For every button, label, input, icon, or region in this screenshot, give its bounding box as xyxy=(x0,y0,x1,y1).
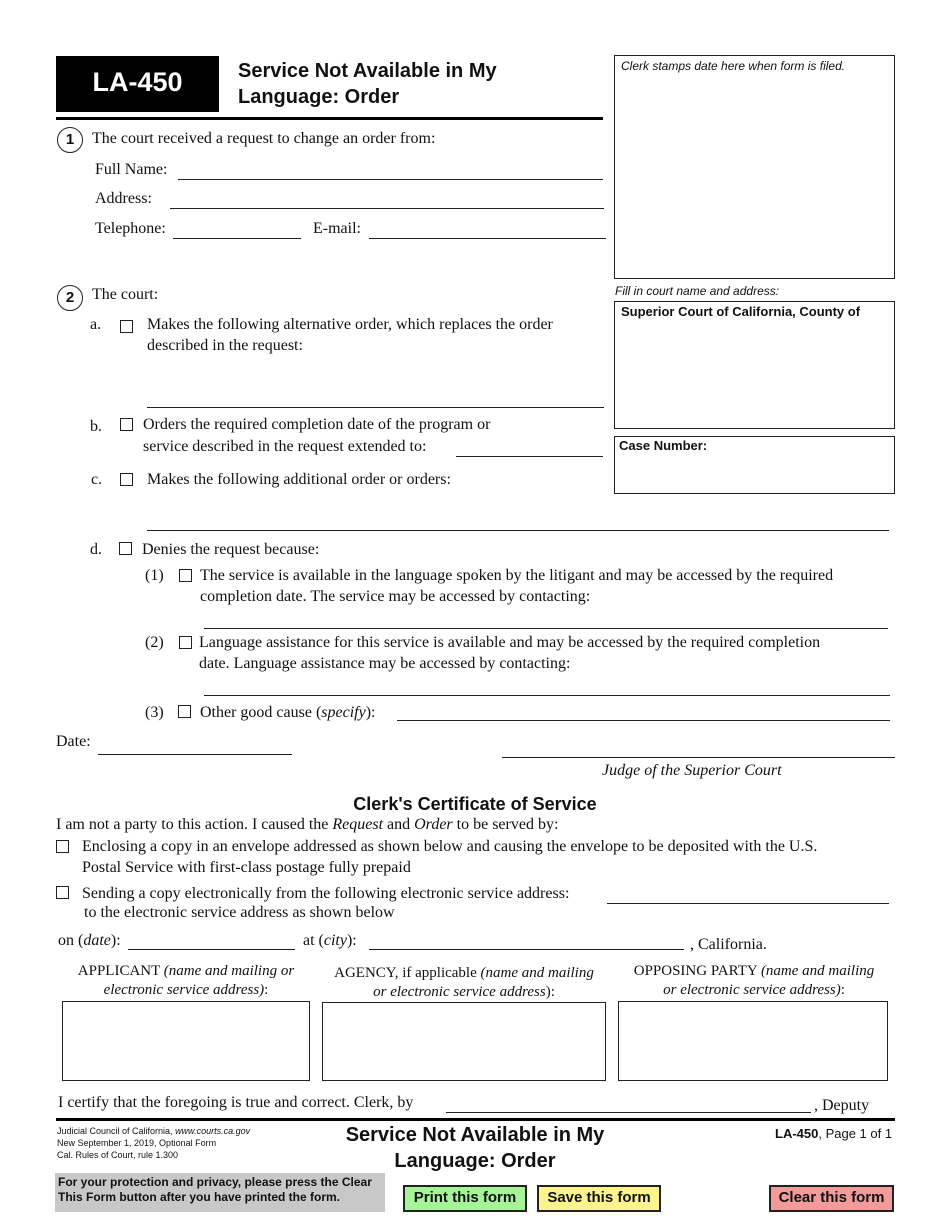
item-a-order-field[interactable] xyxy=(147,407,604,408)
clerk-signature-field[interactable] xyxy=(446,1112,811,1113)
service-date-pre: on ( xyxy=(58,932,84,949)
header-rule xyxy=(56,117,603,120)
date-label: Date: xyxy=(56,733,91,750)
judge-label-text: Judge of the Superior Court xyxy=(602,762,782,779)
footer-rule xyxy=(56,1118,895,1121)
email-field[interactable] xyxy=(369,238,606,239)
footer-title-line1: Service Not Available in My xyxy=(345,1124,605,1146)
item-d3-text-end: ): xyxy=(365,704,376,721)
opposing-address-box[interactable] xyxy=(618,1001,888,1081)
applicant-heading-text: APPLICANT xyxy=(77,963,164,979)
email-label: E-mail: xyxy=(313,220,361,237)
judge-label xyxy=(602,761,782,781)
footer-rule-citation: Cal. Rules of Court, rule 1.300 xyxy=(57,1150,179,1160)
applicant-address-box[interactable] xyxy=(62,1001,310,1081)
agency-address-box[interactable] xyxy=(322,1002,606,1081)
item-b-checkbox[interactable] xyxy=(120,418,133,431)
service-city-field[interactable] xyxy=(369,949,684,950)
service-date-italic: date xyxy=(83,932,111,949)
item-d3-text-italic: specify xyxy=(321,704,366,721)
agency-heading-italic1: (name and mailing xyxy=(480,965,594,981)
electronic-service-line2: to the electronic service address as shown below xyxy=(84,904,395,921)
agency-heading-end: ): xyxy=(545,984,555,1000)
service-city-post: ): xyxy=(346,932,357,949)
form-title-line2: Language: Order xyxy=(238,86,400,108)
service-date-label xyxy=(58,931,121,951)
address-field[interactable] xyxy=(170,208,604,209)
mail-service-checkbox[interactable] xyxy=(56,840,69,853)
item-d3-number: (3) xyxy=(145,704,164,721)
mail-service-line1: Enclosing a copy in an envelope addressed as shown below and causing the envelope to be deposited with the U.S. xyxy=(82,838,818,855)
form-number: LA-450 xyxy=(92,67,183,97)
item-d-text: Denies the request because: xyxy=(142,541,320,558)
date-field[interactable] xyxy=(98,754,292,755)
telephone-label: Telephone: xyxy=(95,220,166,237)
item-d-checkbox[interactable] xyxy=(119,542,132,555)
print-button[interactable]: Print this form xyxy=(403,1185,527,1212)
opposing-heading-text: OPPOSING PARTY xyxy=(633,963,761,979)
applicant-heading-italic1: (name and mailing or xyxy=(163,963,295,979)
footer-new-date: New September 1, 2019, Optional Form xyxy=(57,1138,217,1148)
item-d3-checkbox[interactable] xyxy=(178,705,191,718)
item-b-letter: b. xyxy=(90,418,102,435)
footer-website[interactable]: www.courts.ca.gov xyxy=(175,1126,251,1136)
agency-heading-text: AGENCY, if applicable xyxy=(334,965,481,981)
footer-council-line xyxy=(57,1125,250,1137)
opposing-heading-end: : xyxy=(840,982,845,998)
service-california: , California. xyxy=(690,936,767,953)
form-title xyxy=(238,58,497,110)
telephone-field[interactable] xyxy=(173,238,301,239)
opposing-heading xyxy=(614,962,894,1000)
privacy-notice-text: For your protection and privacy, please press the Clear This Form button after you have printed the form. xyxy=(58,1175,372,1204)
agency-heading-italic2: or electronic service address xyxy=(373,984,546,1000)
item-d1-checkbox[interactable] xyxy=(179,569,192,582)
clear-button[interactable]: Clear this form xyxy=(769,1185,894,1212)
item-d-letter: d. xyxy=(90,541,102,558)
certificate-intro-pre: I am not a party to this action. I caused the xyxy=(56,816,333,833)
certificate-intro-post: to be served by: xyxy=(452,816,559,833)
item-d2-number: (2) xyxy=(145,634,164,651)
item-d2-checkbox[interactable] xyxy=(179,636,192,649)
deputy-label: , Deputy xyxy=(814,1097,870,1114)
section-2-intro: The court: xyxy=(92,286,159,303)
item-c-orders-field[interactable] xyxy=(147,530,889,531)
certificate-intro xyxy=(56,815,558,835)
full-name-label: Full Name: xyxy=(95,161,168,178)
item-d3-cause-field[interactable] xyxy=(397,720,890,721)
applicant-heading-italic2: electronic service address) xyxy=(103,982,265,998)
address-label: Address: xyxy=(95,190,152,207)
save-button[interactable]: Save this form xyxy=(537,1185,661,1212)
opposing-heading-italic2: or electronic service address) xyxy=(663,982,841,998)
court-name-box[interactable] xyxy=(614,301,895,429)
case-number-label: Case Number: xyxy=(619,438,708,453)
certificate-intro-and: and xyxy=(383,816,415,833)
item-b-date-field[interactable] xyxy=(456,456,603,457)
section-2-number: 2 xyxy=(57,285,83,311)
item-a-line1: Makes the following alternative order, which replaces the order xyxy=(147,316,553,333)
footer-title-line2: Language: Order xyxy=(394,1150,556,1172)
section-1-intro: The court received a request to change an order from: xyxy=(92,130,436,147)
item-d2-line1: Language assistance for this service is available and may be accessed by the required completion xyxy=(199,634,821,651)
opposing-heading-italic1: (name and mailing xyxy=(760,963,875,979)
clerk-stamp-label: Clerk stamps date here when form is filed. xyxy=(621,59,846,73)
electronic-service-checkbox[interactable] xyxy=(56,886,69,899)
item-d2-line2: date. Language assistance may be accessed by contacting: xyxy=(199,655,571,672)
item-c-checkbox[interactable] xyxy=(120,473,133,486)
item-a-line2: described in the request: xyxy=(147,337,303,354)
form-title-line1: Service Not Available in My xyxy=(238,60,497,82)
item-a-checkbox[interactable] xyxy=(120,320,133,333)
court-name-value: Superior Court of California, County of xyxy=(621,304,861,319)
item-c-text: Makes the following additional order or orders: xyxy=(147,471,451,488)
item-b-line1: Orders the required completion date of the program or xyxy=(143,416,491,433)
item-a-letter: a. xyxy=(90,316,102,333)
mail-service-line2: Postal Service with first-class postage fully prepaid xyxy=(82,859,411,876)
service-city-pre: at ( xyxy=(303,932,324,949)
electronic-service-line1: Sending a copy electronically from the following electronic service address: xyxy=(82,885,570,902)
service-city-label xyxy=(303,931,357,951)
item-d1-contact-field[interactable] xyxy=(204,628,888,629)
section-1-number: 1 xyxy=(57,127,83,153)
clerk-stamp-box xyxy=(614,55,895,279)
agency-heading xyxy=(318,964,610,1002)
service-city-italic: city xyxy=(323,932,347,949)
applicant-heading xyxy=(56,962,316,1000)
item-d3-text xyxy=(200,703,376,723)
court-box-caption: Fill in court name and address: xyxy=(615,284,780,298)
footer-form-number: LA-450 xyxy=(775,1126,819,1141)
footer-page: , Page 1 of 1 xyxy=(818,1126,893,1141)
certificate-title: Clerk's Certificate of Service xyxy=(353,794,597,814)
service-date-post: ): xyxy=(110,932,121,949)
certificate-intro-order: Order xyxy=(414,816,453,833)
item-d2-contact-field[interactable] xyxy=(204,695,890,696)
judge-signature-field[interactable] xyxy=(502,757,895,758)
full-name-field[interactable] xyxy=(178,179,603,180)
item-b-line2: service described in the request extended to: xyxy=(143,438,427,455)
footer-council: Judicial Council of California, xyxy=(57,1126,176,1136)
certify-statement: I certify that the foregoing is true and correct. Clerk, by xyxy=(58,1094,414,1111)
applicant-heading-end: : xyxy=(264,982,269,998)
item-d3-text-pre: Other good cause ( xyxy=(200,704,322,721)
item-d1-line2: completion date. The service may be accessed by contacting: xyxy=(200,588,591,605)
item-c-letter: c. xyxy=(91,471,103,488)
privacy-notice xyxy=(55,1173,385,1212)
certificate-intro-request: Request xyxy=(332,816,384,833)
item-d1-number: (1) xyxy=(145,567,164,584)
electronic-address-field[interactable] xyxy=(607,903,889,904)
footer-page-info xyxy=(775,1126,892,1141)
item-d1-line1: The service is available in the language spoken by the litigant and may be accessed by the required xyxy=(200,567,834,584)
footer-title xyxy=(300,1122,650,1174)
service-date-field[interactable] xyxy=(128,949,295,950)
footer-citation xyxy=(57,1125,250,1161)
